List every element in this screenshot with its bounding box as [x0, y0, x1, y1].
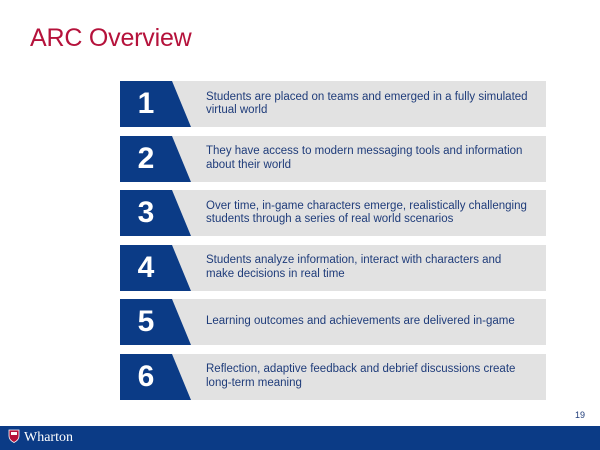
slide-title: ARC Overview — [30, 24, 192, 52]
step-number: 2 — [137, 141, 155, 175]
step-text: Reflection, adaptive feedback and debrief discussions create long-term meaning — [206, 363, 516, 389]
brand-logo — [8, 430, 73, 446]
step-item — [120, 299, 546, 345]
step-number: 4 — [137, 250, 155, 284]
step-text: Over time, in-game characters emerge, realistically challenging students through a series of real world scenarios — [206, 199, 527, 225]
step-number: 6 — [137, 359, 155, 393]
step-text: They have access to modern messaging tools and information about their world — [206, 145, 523, 171]
step-number-badge — [120, 245, 191, 291]
step-list — [120, 81, 546, 408]
shield-icon — [8, 429, 20, 448]
step-item — [120, 354, 546, 400]
step-item — [120, 136, 546, 182]
step-number-badge — [120, 354, 191, 400]
footer-bar — [0, 426, 600, 450]
step-number-badge — [120, 190, 191, 236]
step-item — [120, 81, 546, 127]
step-number-badge — [120, 299, 191, 345]
step-text: Students are placed on teams and emerged in a fully simulated virtual world — [206, 90, 528, 116]
step-number: 5 — [137, 305, 155, 338]
step-number: 1 — [137, 87, 155, 120]
step-text: Students analyze information, interact with characters and make decisions in real time — [206, 254, 502, 280]
step-item — [120, 245, 546, 291]
page-number: 19 — [574, 410, 585, 420]
step-number-badge — [120, 81, 191, 127]
brand-name: Wharton — [24, 430, 73, 445]
step-number-badge — [120, 136, 191, 182]
step-item — [120, 190, 546, 236]
step-text: Learning outcomes and achievements are delivered in-game — [206, 315, 515, 328]
step-number: 3 — [137, 196, 155, 229]
